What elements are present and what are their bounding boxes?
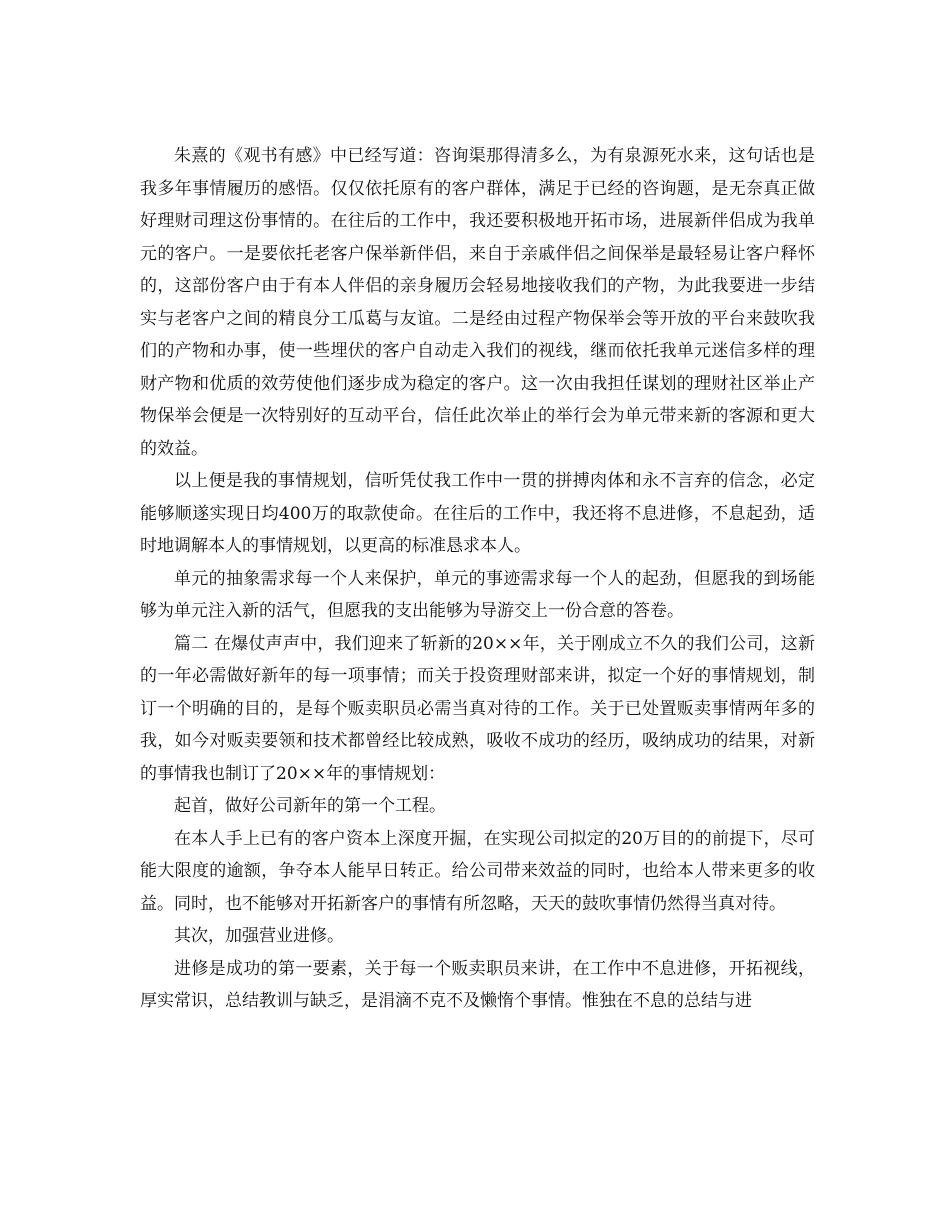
paragraph: 其次，加强营业进修。 — [174, 926, 344, 946]
paragraph: 单元的抽象需求每一个人来保护，单元的事迹需求每一个人的起劲，但愿我的到场能够为单元注入新的活气，但愿我的支出能够为导游交上一份合意的答卷。 — [140, 568, 815, 621]
paragraph: 进修是成功的第一要素，关于每一个贩卖职员来讲，在工作中不息进修，开拓视线，厚实常识，总结教训与缺乏，是涓滴不克不及懒惰个事情。惟独在不息的总结与进 — [140, 958, 815, 1011]
document-body — [140, 140, 815, 1018]
paragraph: 以上便是我的事情规划，信听凭仗我工作中一贯的拼搏肉体和永不言弃的信念，必定能够顺遂实现日均400万的取款使命。在往后的工作中，我还将不息进修，不息起劲，适时地调解本人的事情规划，以更高的标准恳求本人。 — [140, 471, 815, 556]
paragraph: 篇二 在爆仗声声中，我们迎来了斩新的20××年，关于刚成立不久的我们公司，这新的一年必需做好新年的每一项事情；而关于投资理财部来讲，拟定一个好的事情规划，制订一个明确的目的，是每个贩卖职员必需当真对待的工作。关于已处置贩卖事情两年多的我，如今对贩卖要领和技术都曾经比较成熟，吸收不成功的经历，吸纳成功的结果，对新的事情我也制订了20××年的事情规划： — [140, 633, 815, 784]
paragraph: 在本人手上已有的客户资本上深度开掘，在实现公司拟定的20万目的的前提下，尽可能大限度的逾额，争夺本人能早日转正。给公司带来效益的同时，也给本人带来更多的收益。同时，也不能够对开拓新客户的事情有所忽略，天天的鼓吹事情仍然得当真对待。 — [140, 828, 815, 914]
paragraph: 朱熹的《观书有感》中已经写道：咨询渠那得清多么，为有泉源死水来，这句话也是我多年事情履历的感悟。仅仅依托原有的客户群体，满足于已经的咨询题，是无奈真正做好理财司理这份事情的。在往后的工作中，我还要积极地开拓市场，进展新伴侣成为我单元的客户。一是要依托老客户保举新伴侣，来自于亲戚伴侣之间保举是最轻易让客户释怀的，这部份客户由于有本人伴侣的亲身履历会轻易地接收我们的产物，为此我要进一步结实与老客户之间的精良分工瓜葛与友谊。二是经由过程产物保举会等开放的平台来鼓吹我们的产物和办事，使一些埋伏的客户自动走入我们的视线，继而依托我单元迷信多样的理财产物和优质的效劳使他们逐步成为稳定的客户。这一次由我担任谋划的理财社区举止产物保举会便是一次特别好的互动平台，信任此次举止的举行会为单元带来新的客源和更大的效益。 — [140, 146, 815, 459]
paragraph: 起首，做好公司新年的第一个工程。 — [174, 796, 446, 816]
